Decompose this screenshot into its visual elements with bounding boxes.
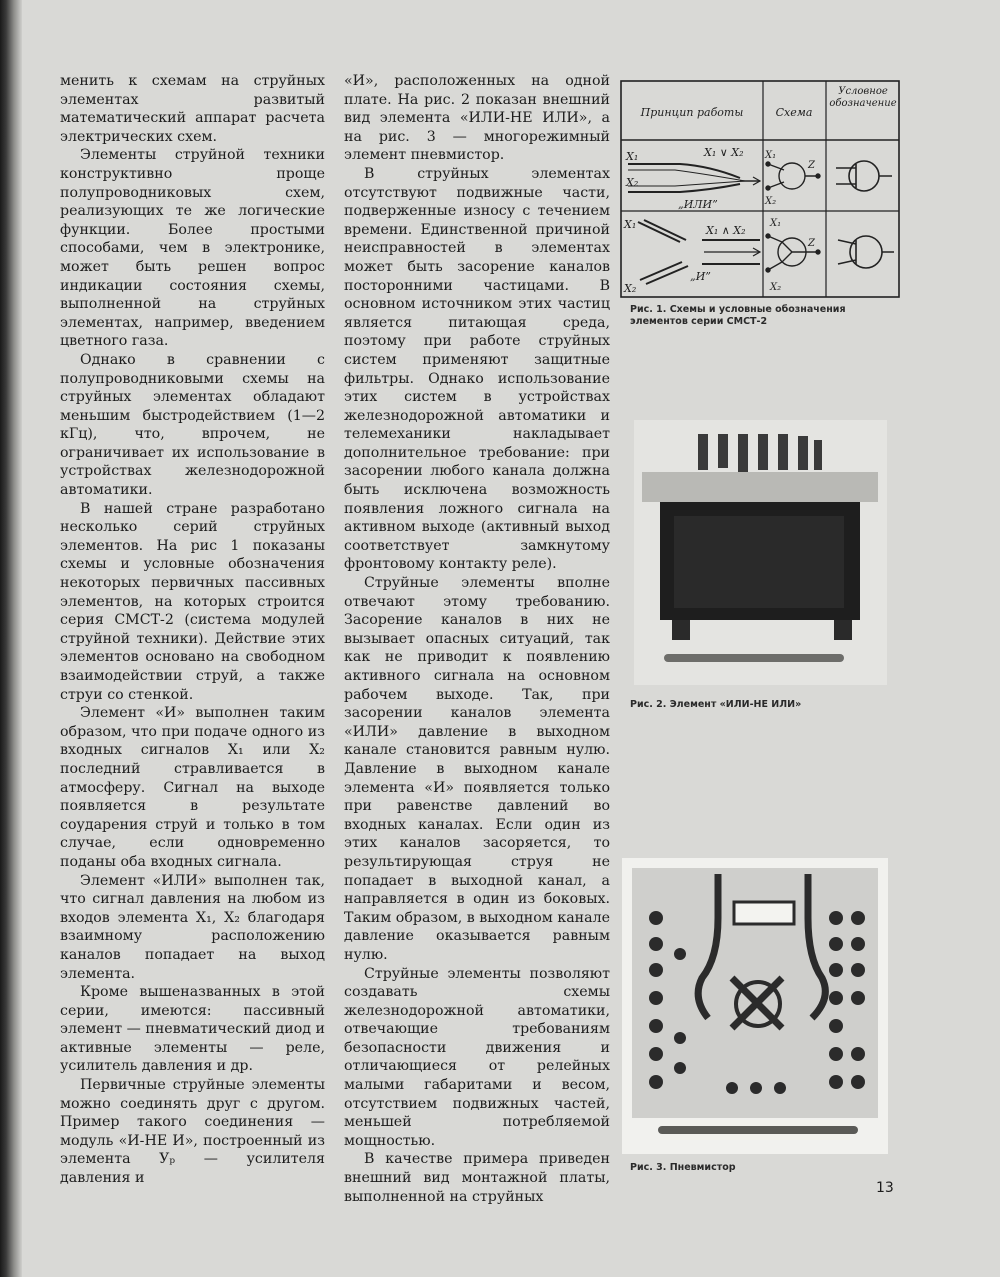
paragraph: менить к схемам на струйных элементах развитый математический аппарат расчета электрических схем. (60, 73, 325, 145)
paragraph: В нашей стране разработано несколько серий струйных элементов. На рис 1 показаны схемы и условные обозначения некоторых первичных пассивных элементов, на которых строится серия СМСТ-2 (система модулей струйной техники). Действие этих элементов основано на свободном взаимодействии струй, а также струи со стенкой. (60, 500, 325, 703)
board-window (734, 902, 794, 924)
book-spine-shadow (0, 0, 22, 1277)
page-number: 13 (876, 1180, 894, 1196)
figure-3-photo (622, 858, 888, 1154)
header-schema: Схема (775, 106, 813, 119)
paragraph: В струйных элементах отсутствуют подвижные части, подверженные износу с течением времени. Единственной причиной неисправностей в элементах может быть засорение каналов посторонними частицами. В основном источником этих частиц является питающая среда, поэтому при работе струйных систем применяют защитные фильтры. Однако использование этих систем в устройствах железнодорожной автоматики и телемеханики накладывает дополнительное требование: при засорении любого канала должна быть исключена возможность появления ложного сигнала на активном выходе (активный выход соответствует замкнутому фронтовому контакту реле). (344, 165, 610, 573)
paragraph: Первичные струйные элементы можно соединять друг с другом. Пример такого соединения — модуль «И-НЕ И», построенный из элемента Уₚ — усилителя давления и (60, 1077, 325, 1187)
and-schema-x1: X₁ (770, 218, 782, 229)
header-symbol: Условное обозначение (829, 86, 897, 109)
and-schema-x2: X₂ (770, 282, 782, 293)
or-symbol (836, 161, 892, 191)
paragraph: Однако в сравнении с полупроводниковыми схемы на струйных элементах обладают меньшим быстродействием (1—2 кГц), что, впрочем, не ограничивает их использование в устройствах железнодорожной автоматики. (60, 351, 325, 499)
or-output-label: X₁ ∨ X₂ (704, 146, 744, 159)
header-principle: Принцип работы (640, 106, 744, 119)
element-top-plate (642, 472, 878, 502)
and-name-label: „И” (690, 270, 711, 283)
or-schema-z: Z (808, 160, 815, 171)
paragraph: Элемент «И» выполнен таким образом, что при подаче одного из входных сигналов X₁ или X₂ последний стравливается в атмосферу. Сигнал на выходе появляется в результате соударения струй и только в том случае, если одновременно поданы оба входных сигнала. (60, 705, 325, 870)
or-x1-label: X₁ (626, 150, 639, 163)
and-symbol (838, 236, 894, 268)
and-schema-z: Z (808, 238, 815, 249)
and-output-label: X₁ ∧ X₂ (706, 224, 746, 237)
or-schema-x1: X₁ (765, 150, 777, 161)
figure-3-caption: Рис. 3. Пневмистор (630, 1162, 736, 1173)
paragraph: Элементы струйной техники конструктивно проще полупроводниковых схем, реализующих те же логические функции. Более простыми способами, чем в электронике, может быть решен вопрос индикации состояния схемы, выполненной на струйных элементах, например, введением цветного газа. (60, 147, 325, 350)
element-front-panel (674, 516, 844, 608)
scale-bar (658, 1126, 858, 1134)
text-column-left (60, 72, 325, 1188)
or-principle-drawing (628, 164, 760, 192)
element-foot (672, 620, 690, 640)
and-x2-label: X₂ (624, 282, 637, 295)
figure-1-caption: Рис. 1. Схемы и условные обозначения элементов серии СМСТ-2 (630, 304, 846, 327)
figure-2-caption: Рис. 2. Элемент «ИЛИ-НЕ ИЛИ» (630, 699, 802, 710)
text-column-right (344, 72, 610, 1206)
paragraph: Кроме вышеназванных в этой серии, имеются: пассивный элемент — пневматический диод и активные элементы — реле, усилитель давления и др. (60, 984, 325, 1075)
or-x2-label: X₂ (626, 176, 639, 189)
figure-1-schematic-table (620, 80, 900, 298)
figure-2-photo (634, 420, 887, 685)
header-symbol-box (829, 86, 897, 136)
or-schema-x2: X₂ (765, 196, 777, 207)
scale-bar (664, 654, 844, 662)
paragraph: «И», расположенных на одной плате. На рис. 2 показан внешний вид элемента «ИЛИ-НЕ ИЛИ», а на рис. 3 — многорежимный элемент пневмистор. (344, 73, 610, 164)
element-foot (834, 620, 852, 640)
or-name-label: „ИЛИ” (678, 198, 718, 211)
paragraph: Струйные элементы вполне отвечают этому требованию. Засорение каналов в них не вызывает опасных ситуаций, так как не приводит к появлению активного сигнала на основном рабочем выходе. Так, при засорении каналов элемента «ИЛИ» давление в выходном канале становится равным нулю. Давление в выходном канале элемента «И» появляется только при равенстве давлений во входных каналах. Если один из этих каналов засоряется, то результирующая струя не попадает в выходной канал, а направляется в один из боковых. Таким образом, в выходном канале давление оказывается равным нулю. (344, 575, 610, 963)
paragraph: Струйные элементы позволяют создавать схемы железнодорожной автоматики, отвечающие требованиям безопасности движения и отличающиеся от релейных малыми габаритами и весом, отсутствием подвижных частей, меньшей потребляемой мощностью. (344, 965, 610, 1149)
paragraph: В качестве примера приведен внешний вид монтажной платы, выполненной на струйных (344, 1151, 610, 1205)
and-x1-label: X₁ (624, 218, 637, 231)
paragraph: Элемент «ИЛИ» выполнен так, что сигнал давления на любом из входов элемента X₁, X₂ благодаря взаимному расположению каналов попадает на выход элемента. (60, 872, 325, 982)
